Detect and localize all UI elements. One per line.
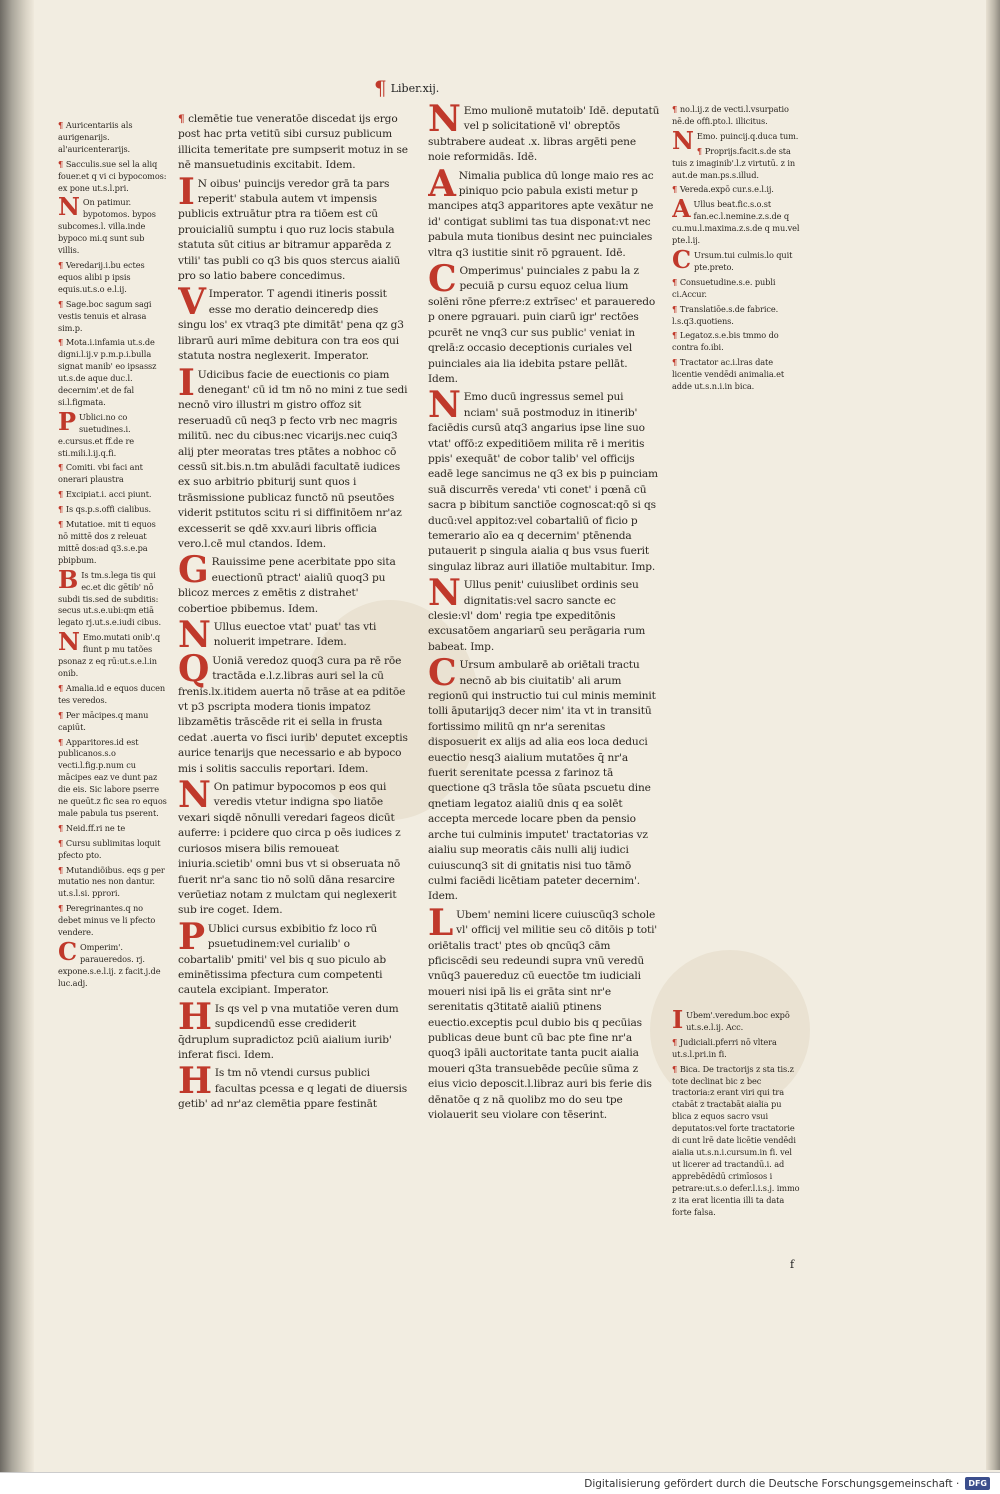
paragraph-text: N oibus' puincijs veredor grā ta pars reperit' stabula autem vt impensis publicis extruātur ptra ra tiōem est cū prouicialiū sumptu i quo ruz locis stabula statuta sūt citius ar bitramur apparēda z vtili' tas publi co q3 bis quos stercus aialiū pro so latio babere concedimus. bbox=[178, 177, 401, 283]
running-head-text: Liber.xij. bbox=[390, 81, 440, 95]
text-paragraph bbox=[428, 901, 660, 1124]
text-paragraph bbox=[178, 995, 408, 1064]
text-paragraph bbox=[178, 361, 408, 553]
gloss-left-column bbox=[58, 120, 168, 1300]
gloss-right-top-column bbox=[672, 104, 800, 444]
text-paragraph bbox=[672, 277, 800, 301]
text-paragraph bbox=[178, 281, 408, 364]
paragraph-text: Uoniā veredoz quoq3 cura pa rē rōe tractāda e.l.z.libras auri sel la cū frenis.lx.itidem auerta nō trāse at ea pditōe vt p3 pscripta modera tionis impatoz libzamētis trāscēde rit ei sella in frusta cedat .auerta vo fisci iurib' deputet exceptis aurice tenarijs que necessario e ab bypoco mis i solitis sacculis reportari. Idem. bbox=[178, 654, 408, 775]
paragraph-mark-icon: ¶ bbox=[58, 837, 66, 848]
paragraph-text: Ullus euectoe vtat' puat' tas vti noluerit impetrare. Idem. bbox=[213, 621, 377, 649]
paragraph-text: Is tm.s.lega tis qui ec.et dic gētib' nō subdi tis.sed de subditis: secus ut.s.e.ubi:qm etiā legato rj.ut.s.e.iudi cibus. bbox=[58, 569, 161, 628]
text-paragraph bbox=[428, 572, 660, 655]
text-paragraph bbox=[58, 299, 168, 335]
paragraph-text: Emo. puincij.q.duca tum. bbox=[696, 130, 799, 141]
paragraph-mark-icon: ¶ bbox=[672, 357, 680, 368]
rubricated-initial: P bbox=[178, 915, 205, 958]
paragraph-text: Proprijs.facit.s.de sta tuis z imaginib'.l.z virtutū. z in aut.de man.ps.s.illud. bbox=[672, 145, 796, 180]
paragraph-mark-icon: ¶ bbox=[672, 1036, 680, 1047]
paragraph-text: Per mācipes.q manu capiūt. bbox=[58, 709, 149, 732]
rubricated-initial: V bbox=[178, 281, 206, 324]
paragraph-text: Tractator ac.i.lras date licentie vendēdi animalia.et adde ut.s.n.i.in bica. bbox=[672, 357, 785, 392]
paragraph-mark-icon: ¶ bbox=[58, 864, 66, 875]
paragraph-text: Comiti. vbi faci ant onerari plaustra bbox=[58, 462, 143, 485]
text-paragraph bbox=[178, 915, 408, 999]
text-paragraph bbox=[178, 549, 408, 617]
paragraph-mark-icon: ¶ bbox=[58, 298, 66, 309]
paragraph-text: Peregrinantes.q no debet minus ve li pfecto vendere. bbox=[58, 903, 156, 938]
paragraph-text: Ullus beat.fic.s.o.st fan.ec.l.nemine.z.s.de q cu.mu.l.maxima.z.s.de q mu.vel pte.l.ij. bbox=[672, 199, 800, 246]
paragraph-mark-icon: ¶ bbox=[672, 303, 680, 314]
rubricated-initial: I bbox=[178, 361, 195, 404]
paragraph-text: On patimur. bypotomos. bypos subcomes.l. villa.inde bypoco mi.q sunt sub villis. bbox=[58, 197, 156, 256]
paragraph-text: Udicibus facie de euectionis co piam denegant' cū id tm nō no mini z tue sedi necnō viro illustri m gistro offoz sit reseruadū cū neq3 p fecto vrb nec magris militū. nec du cibus:nec vicarijs.nec cuiq3 alij pter meoratas tres ptātes a nobhoc cō cessū sit.bis.n.tm abulādi facultatē iudices ex suo arbitrio pbiturij sunt quos i trāsmissione publicaz functō nū pseutōes viderit pstitutos scitu ri si diffinitōem nr'az excesserit se qdē xxv.auri libris officia vero.l.cē mul ctandos. Idem. bbox=[178, 368, 408, 550]
paragraph-mark-icon: ¶ bbox=[58, 822, 66, 833]
rubricated-initial: C bbox=[672, 244, 692, 274]
text-paragraph bbox=[178, 1060, 408, 1112]
text-paragraph bbox=[58, 120, 168, 156]
paragraph-text: Sacculis.sue sel la aliq fouer.et q vi ci bypocomos: ex pone ut.s.l.pri. bbox=[58, 158, 167, 193]
paragraph-mark-icon: ¶ bbox=[672, 104, 680, 114]
main-text-right-column bbox=[428, 104, 660, 1254]
text-paragraph bbox=[58, 462, 168, 486]
footer-bar bbox=[0, 1472, 1000, 1494]
paragraph-text: On patimur bypocomos p eos qui veredis vtetur indigna spo liatōe vexari siqdē nōnulli veredari fageos dicūt auferre: i pcidere quo circa p oēs iudices z curiosos misera bilis remoueat iniuria.scietib' omni bus vt si obseruata nō fuerit nr'a sanc tio nō solū dāna resarcire verūetiaz notam z mulctam qui neglexerit sub ire coget. Idem. bbox=[178, 781, 401, 917]
text-paragraph bbox=[58, 337, 168, 408]
text-paragraph bbox=[58, 406, 168, 460]
paragraph-text: Is tm nō vtendi cursus publici facultas pcessa e q legati de diuersis getib' ad nr'az clemētia ppare festināt bbox=[178, 1067, 408, 1111]
paragraph-text: Ullus penit' cuiuslibet ordinis seu dignitatis:vel sacro sancte ec clesie:vl' dom' regia tpe expeditōnis excusatōem angariarū seu perāgaria rum babeat. Imp. bbox=[428, 579, 646, 653]
text-paragraph bbox=[58, 737, 168, 820]
paragraph-mark-icon: ¶ bbox=[672, 330, 680, 341]
rubricated-initial: L bbox=[428, 901, 454, 944]
paragraph-text: Mota.i.infamia ut.s.de digni.l.ij.v p.m.p.i.bulla signat manib' eo ipsassz ut.s.de aque duc.l. decernim'.et de fal si.l.figmata. bbox=[58, 337, 157, 407]
rubricated-initial: N bbox=[428, 572, 461, 615]
paragraph-text: Nimalia publica dū longe maio res ac piniquo pcio pabula existi metur p mancipes atq3 apparitores apte vexātur ne id' contigat sublimi tas tua disponat:vt nec pabula muta tionibus desint nec puinciales vltra q3 iustitie sinit rō pgrauent. Idē. bbox=[428, 169, 654, 259]
rubricated-initial: N bbox=[428, 384, 461, 427]
paragraph-text: Legatoz.s.e.bis tmmo do contra fo.ibi. bbox=[672, 330, 779, 353]
rubricated-initial: N bbox=[672, 125, 694, 155]
paragraph-text: Ubem' nemini licere cuiuscūq3 schole vl' officij vel militie seu cō ditōis p toti' oriētalis tract' ptes ob qncūq3 cām pficiscēdi seu redeundi supra vnū veredū vnūq3 pauereduz cū euectōe tm iudiciali moueri nisi ipā lis ei grāta sint nr'e serenitatis q3titatē aialiū ptinens euectio.exceptis pcul dubio bis q pecūias publicas deue bunt cū bac pte fine nr'a quoq3 ipāli auctoritate tanta pucit aialia moueri q3ta transuebēde pecūie sūma z eius vicio deposcit.l.libraz auri bis ferie dis dēnatōe q z nā quolibz mo do seu tpe violauerit seu violare con tēserint. bbox=[428, 908, 658, 1121]
text-paragraph bbox=[178, 774, 408, 919]
text-paragraph bbox=[178, 170, 408, 285]
text-paragraph bbox=[58, 937, 168, 990]
paragraph-text: Omperimus' puinciales z pabu la z pecuiā p cursu equoz celua lium solēni rōne pferre:z extrīsec' et paraueredo p onere pgrauari. puin ciarū igr' rectōes pcurēt ne vnq3 cur sus public' veniat in qrelā:z occasio deceptionis curiales vel puinciales aia lia idebita pstare pellāt. Idem. bbox=[428, 265, 656, 385]
paragraph-mark-icon: ¶ bbox=[178, 113, 189, 125]
dfg-logo: DFG bbox=[965, 1477, 990, 1490]
paragraph-text: clemētie tue veneratōe discedat ijs ergo post hac prta vetitū sibi cursuz publicum illicita temeritate pre sumpserit motuz in se nē mansuetudinis excitabit. Idem. bbox=[178, 113, 408, 172]
paragraph-mark-icon: ¶ bbox=[58, 462, 66, 473]
text-paragraph bbox=[672, 1037, 800, 1061]
text-paragraph bbox=[58, 564, 168, 630]
paragraph-mark-icon: ¶ bbox=[58, 259, 66, 270]
book-spine bbox=[0, 0, 34, 1494]
text-paragraph bbox=[178, 647, 408, 777]
paragraph-text: Bica. De tractorijs z sta tis.z tote declinat bic z bec tractoria:z erant viri qui tra ctabāt z tractabāt aialia pu blica z equos sacro vsui deputatos:vel forte tractatorie di cunt lrē date licētie vendēdi aialia ut.s.n.i.cursum.in fi. vel ut licerer ad tractandū.i. ad apprebēdēdū crimīosos i petrare:ut.s.o defer.l.i.s.j. immo z ita erat licentia illi ta data forte falsa. bbox=[672, 1063, 800, 1217]
rubricated-initial: N bbox=[178, 774, 211, 817]
paragraph-text: Mutandiõibus. eqs g per mutatio nes non dantur. ut.s.l.si. pprori. bbox=[58, 864, 165, 899]
text-paragraph bbox=[672, 304, 800, 328]
paragraph-mark-icon: ¶ bbox=[58, 903, 66, 914]
paragraph-mark-icon: ¶ bbox=[58, 519, 66, 530]
rubricated-initial: H bbox=[178, 995, 212, 1038]
paragraph-text: Mutatioe. mit ti equos nō mittē dos z releuat mittē dos:ad q3.s.e.pa pbipbum. bbox=[58, 519, 156, 565]
text-paragraph bbox=[58, 865, 168, 901]
paragraph-mark-icon: ¶ bbox=[672, 276, 680, 287]
text-paragraph bbox=[178, 614, 408, 656]
text-paragraph bbox=[58, 903, 168, 939]
paragraph-mark-icon: ¶ bbox=[58, 504, 66, 515]
text-paragraph bbox=[428, 258, 660, 387]
paragraph-text: Omperim'. paraueredos. rj. expone.s.e.l.ij. z facit.j.de luc.adj. bbox=[58, 942, 161, 988]
rubricated-initial: C bbox=[428, 652, 457, 695]
text-paragraph bbox=[672, 1064, 800, 1219]
paragraph-text: Ursum ambularē ab oriētali tractu necnō ab bis ciuitatib' ali arum regionū qui instructio tui cul minis meminit tolli āputarijq3 decer nim' ita vt in transitū fortissimo militū qn nr'a serenitas disposuerit ex alijs ad alia eos loca deduci euectio nesq3 aialium mutatōes q̄ nr'a fuerit serenitate pcessa z farinoz tā quectione q3 trāsla tōe sūata pscuetu dine qnetiam legatoz aialiū dnis q ea solēt accepta mercede locare pben da pensio arche tui culminis imputet' tractatorias vz aialiu sup meoratis cāis nulli alij iudici cuiuscunq3 sit di gnitatis nisi tuo tāmō culmi faciēdi licētiam pateter decernim'. Idem. bbox=[428, 659, 656, 903]
rubricated-initial: A bbox=[428, 162, 456, 205]
paragraph-text: Ublici.no co suetudines.i. e.cursus.et ff.de re sti.mili.l.ij.q.fi. bbox=[58, 411, 135, 458]
paragraph-text: Translatiōe.s.de fabrice. l.s.q3.quotiens. bbox=[672, 303, 779, 326]
catchword: f bbox=[790, 1258, 795, 1271]
paragraph-text: Sage.boc sagum sagi vestis tenuis et alrasa sim.p. bbox=[58, 298, 152, 333]
paragraph-text: Emo.mutati onib'.q fiunt p mu tatões psonaz z eq rū:ut.s.e.l.in onib. bbox=[58, 632, 161, 678]
text-paragraph bbox=[428, 384, 660, 575]
text-paragraph bbox=[672, 125, 800, 155]
text-paragraph bbox=[58, 260, 168, 296]
footer-text: Digitalisierung gefördert durch die Deutsche Forschungsgemeinschaft · bbox=[584, 1477, 960, 1490]
paragraph-mark-icon: ¶ bbox=[58, 158, 66, 169]
paragraph-text: Is qs vel p vna mutatiōe veren dum supdicendū esse crediderit q̄druplum supradictoz pciū aialium iurib' inferat fisci. Idem. bbox=[178, 1002, 399, 1061]
fore-edge bbox=[986, 0, 1000, 1470]
rubricated-initial: A bbox=[672, 194, 691, 224]
paragraph-text: Apparitores.id est publicanos.s.o vecti.l.fig.p.num cu mācipes eaz ve dunt paz die eis. Sic labore pserre ne queūt.z fic sea ro equos male pabula tus pserent. bbox=[58, 736, 167, 818]
pilcrow-icon: ¶ bbox=[374, 76, 387, 100]
rubricated-initial: G bbox=[178, 549, 209, 592]
gloss-right-bottom-column bbox=[672, 1010, 800, 1260]
rubricated-initial: N bbox=[58, 627, 80, 657]
text-paragraph bbox=[58, 627, 168, 680]
text-paragraph bbox=[58, 159, 168, 195]
paragraph-mark-icon: ¶ bbox=[58, 489, 66, 500]
text-paragraph bbox=[428, 652, 660, 905]
paragraph-text: Ubem'.veredum.boc expō ut.s.e.l.ij. Acc. bbox=[686, 1010, 790, 1032]
rubricated-initial: Q bbox=[178, 647, 210, 690]
paragraph-text: Emo mulionē mutatoib' Idē. deputatū vel p solicitationē vl' obreptōs subtrabere audeat .x. libras argēti pene noie reformidās. Idē. bbox=[428, 105, 660, 164]
paragraph-text: Vereda.expō cur.s.e.l.ij. bbox=[679, 184, 774, 195]
rubricated-initial: P bbox=[58, 406, 76, 436]
text-paragraph bbox=[58, 823, 168, 835]
paragraph-mark-icon: ¶ bbox=[58, 337, 66, 348]
paragraph-text: Amalia.id e equos ducen tes veredos. bbox=[58, 682, 166, 705]
paragraph-text: Ursum.tui culmis.lo quit pte.preto. bbox=[694, 249, 793, 272]
text-paragraph bbox=[428, 104, 660, 166]
paragraph-text: Neid.ff.ri ne te bbox=[65, 822, 126, 833]
text-paragraph bbox=[178, 112, 408, 174]
paragraph-mark-icon: ¶ bbox=[58, 682, 66, 693]
paragraph-text: Imperator. T agendi itineris possit esse mo deratio deinceredp dies singu los' ex vtraq3 pte dimitāt' pena qz g3 librarū auri mīme debitura con tra eos qui statuta nostra neglexerit. Imperator. bbox=[178, 288, 404, 363]
paragraph-mark-icon: ¶ bbox=[672, 1063, 680, 1074]
paragraph-text: Auricentariis als aurigenarijs. al'auricenterarijs. bbox=[58, 120, 133, 154]
paragraph-mark-icon: ¶ bbox=[58, 736, 66, 747]
text-paragraph bbox=[672, 357, 800, 393]
paragraph-mark-icon: ¶ bbox=[696, 145, 705, 156]
main-text-left-column bbox=[178, 112, 408, 1252]
rubricated-initial: H bbox=[178, 1060, 212, 1103]
paragraph-text: Excipiat.i. acci piunt. bbox=[65, 489, 152, 500]
paragraph-text: Is qs.p.s.offi cialibus. bbox=[65, 504, 152, 515]
rubricated-initial: C bbox=[58, 937, 78, 966]
text-paragraph bbox=[428, 162, 660, 261]
paragraph-text: no.l.ij.z de vecti.l.vsurpatio nē.de offi.pto.l. illicitus. bbox=[672, 104, 789, 126]
paragraph-mark-icon: ¶ bbox=[58, 120, 66, 130]
paragraph-text: Rauissime pene acerbitate ppo sita euectionū ptract' aialiū quoq3 pu blicoz merces z emētis z distrahet' cobertioe pbibemus. Idem. bbox=[178, 556, 396, 615]
text-paragraph bbox=[672, 194, 800, 247]
running-head bbox=[374, 78, 439, 98]
text-paragraph bbox=[672, 244, 800, 274]
rubricated-initial: C bbox=[428, 258, 457, 301]
text-paragraph bbox=[58, 192, 168, 257]
paragraph-text: Veredarij.i.bu ectes equos alibi p ipsis equis.ut.s.o e.l.ij. bbox=[58, 259, 145, 294]
rubricated-initial: B bbox=[58, 564, 79, 594]
text-paragraph bbox=[58, 519, 168, 567]
paragraph-mark-icon: ¶ bbox=[672, 184, 680, 195]
rubricated-initial: N bbox=[178, 614, 211, 656]
paragraph-text: Judiciali.pferri nō vltera ut.s.l.pri.in fi. bbox=[672, 1036, 777, 1059]
rubricated-initial: I bbox=[672, 1010, 684, 1034]
paragraph-text: Ublici cursus exbibitio fz loco rū psuetudinem:vel curialib' o cobartalib' pmiti' vel bis q suo piculo ab eminētissima pfectura cum competenti cautela excipiant. Imperator. bbox=[178, 922, 387, 997]
paragraph-text: Cursu sublimitas loquit pfecto pto. bbox=[58, 837, 161, 860]
paragraph-mark-icon: ¶ bbox=[58, 709, 66, 720]
paragraph-text: Emo ducū ingressus semel pui nciam' suā postmoduz in itinerib' faciēdis cursū atq3 angarius ipse line suo vtat' offō:z expeditiōem milita rē i meritis ppis' exequāt' de cobor talib' vel officijs eadē lege sancimus ne q3 ex bis p puinciam suā discurrēs vereda' vti conet' i pœnā cū sacra p bibitum sanctiōe cognoscat:qō si qs ducū:vel appitoz:vel cobartaliū of ficio p temerario aīo ea q decernim' ptēnenda putauerit p singula aialia q bus vsus fuerit singulaz libraz auri illatiōe multabitur. Imp. bbox=[428, 391, 658, 573]
text-paragraph bbox=[58, 710, 168, 734]
rubricated-initial: I bbox=[178, 170, 195, 213]
text-paragraph bbox=[672, 104, 800, 128]
text-paragraph bbox=[58, 489, 168, 501]
text-paragraph bbox=[672, 1010, 800, 1034]
text-paragraph bbox=[58, 838, 168, 862]
rubricated-initial: N bbox=[428, 104, 461, 140]
text-paragraph bbox=[672, 184, 800, 196]
text-paragraph bbox=[58, 504, 168, 516]
text-paragraph bbox=[672, 330, 800, 354]
text-paragraph bbox=[58, 683, 168, 707]
paragraph-text: Consuetudine.s.e. publi ci.Accur. bbox=[672, 276, 776, 299]
rubricated-initial: N bbox=[58, 192, 80, 222]
